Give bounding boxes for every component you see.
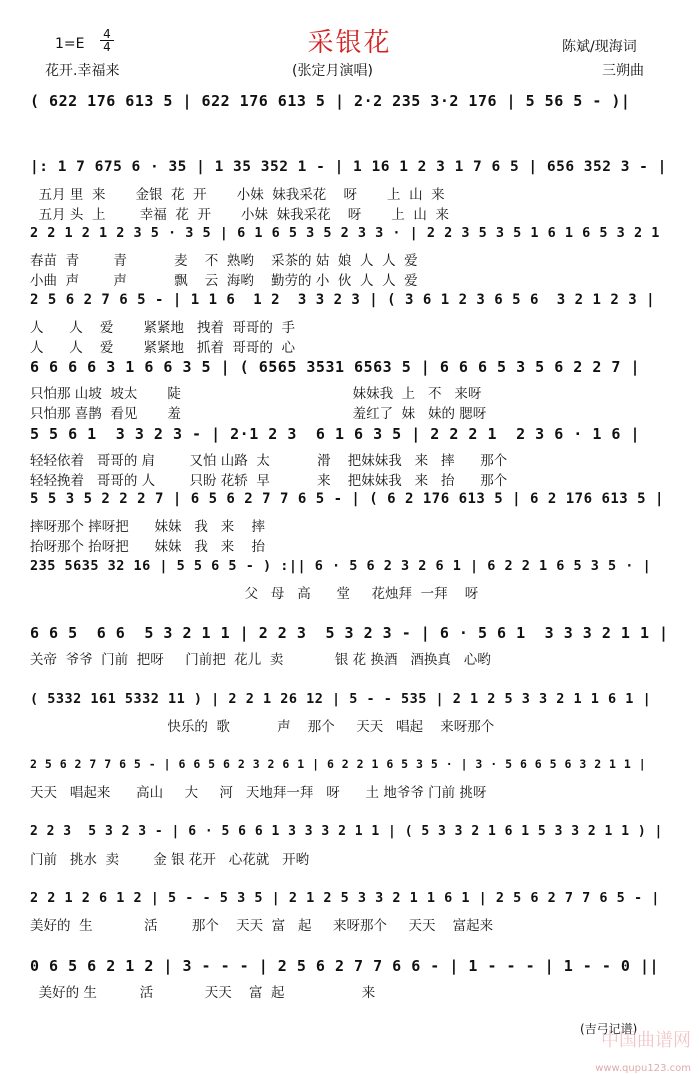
notation-line: 2 5 6 2 7 6 5 - | 1 1 6 1 2 3 3 2 3 | ( 3 6 1 2 3 6 5 6 3 2 1 2 3 | — [30, 291, 656, 308]
lyric-line-1: 只怕那 山坡 坡太 陡 妹妹我 上 不 来呀 — [30, 386, 482, 402]
lyric-line-2: 人 人 爱 紧紧地 抓着 哥哥的 心 — [30, 339, 295, 356]
notation-line: 0 6 5 6 2 1 2 | 3 - - - | 2 5 6 2 7 7 6 6 - | 1 - - - | 1 - - 0 || — [30, 956, 660, 975]
lyric-line-1: 美好的 生 活 天天 富 起 来 — [30, 984, 376, 1001]
notation-line: 6 6 6 6 3 1 6 6 3 5 | ( 6565 3531 6563 5 | 6 6 6 5 3 5 6 2 2 7 | — [30, 358, 640, 376]
lyric-line-1: 快乐的 歌 声 那个 天天 唱起 来呀那个 — [30, 718, 495, 735]
lyric-line-1: 轻轻依着 哥哥的 肩 又怕 山路 太 滑 把妹妹我 来 摔 那个 — [30, 452, 508, 469]
composer: 三朔曲 — [602, 63, 644, 79]
notation-line: 6 6 5 6 6 5 3 2 1 1 | 2 2 3 5 3 2 3 - | 6 · 5 6 1 3 3 3 2 1 1 | — [30, 624, 669, 642]
notation-line: 2 5 6 2 7 7 6 5 - | 6 6 5 6 2 3 2 6 1 | 6 2 2 1 6 5 3 5 · | 3 · 5 6 6 5 6 3 2 1 1 | — [30, 757, 647, 771]
lyric-line-1: 美好的 生 活 那个 天天 富 起 来呀那个 天天 富起来 — [30, 918, 494, 934]
lyric-line-1: 五月 里 来 金银 花 开 小妹 妹我采花 呀 上 山 来 — [30, 186, 445, 203]
lyric-line-2: 轻轻挽着 哥哥的 人 只盼 花轿 早 来 把妹妹我 来 抬 那个 — [30, 472, 508, 489]
lyric-line-1: 摔呀那个 摔呀把 妹妹 我 来 摔 — [30, 519, 265, 535]
notation-line: 5 5 3 5 2 2 2 7 | 6 5 6 2 7 7 6 5 - | ( 6 2 176 613 5 | 6 2 176 613 5 | — [30, 491, 664, 507]
song-title: 采银花 — [307, 28, 392, 58]
watermark-url: www.qupu123.com — [595, 1063, 691, 1074]
lyric-line-1: 关帝 爷爷 门前 把呀 门前把 花儿 卖 银 花 换酒 酒换真 心哟 — [30, 652, 491, 668]
key-signature: 1=E — [55, 36, 85, 52]
notation-line: 2 2 3 5 3 2 3 - | 6 · 5 6 6 1 3 3 3 2 1 1 | ( 5 3 3 2 1 6 1 5 3 3 2 1 1 ) | — [30, 823, 663, 839]
notation-line: 235 5635 32 16 | 5 5 6 5 - ) :|| 6 · 5 6 2 3 2 6 1 | 6 2 2 1 6 5 3 5 · | — [30, 557, 652, 574]
lyric-line-2: 抬呀那个 抬呀把 妹妹 我 来 抬 — [30, 539, 265, 555]
notation-line: ( 622 176 613 5 | 622 176 613 5 | 2·2 235 3·2 176 | 5 56 5 - )| — [30, 92, 631, 110]
watermark-logo: 中国曲谱网 — [601, 1030, 691, 1051]
lyric-line-1: 父 母 高 堂 花烛拜 一拜 呀 — [30, 585, 479, 602]
notation-line: |: 1 7 675 6 · 35 | 1 35 352 1 - | 1 16 1 2 3 1 7 6 5 | 656 352 3 - | — [30, 158, 667, 175]
lyric-line-1: 人 人 爱 紧紧地 拽着 哥哥的 手 — [30, 319, 295, 336]
performer: (张定月演唱) — [292, 63, 373, 79]
lyric-line-1: 天天 唱起来 高山 大 河 天地拜一拜 呀 土 地爷爷 门前 挑呀 — [30, 785, 487, 801]
lyricist: 陈斌/现海词 — [562, 39, 637, 55]
lyric-line-2: 小曲 声 声 飘 云 海哟 勤劳的 小 伙 人 人 爱 — [30, 273, 418, 289]
time-signature-bottom: 4 — [103, 40, 111, 54]
transcriber-credit: (吉弓记谱) — [580, 1022, 638, 1036]
notation-line: 2 2 1 2 6 1 2 | 5 - - 5 3 5 | 2 1 2 5 3 3 2 1 1 6 1 | 2 5 6 2 7 7 6 5 - | — [30, 890, 660, 906]
lyric-line-1: 门前 挑水 卖 金 银 花开 心花就 开哟 — [30, 851, 310, 868]
lyric-line-2: 只怕那 喜鹊 看见 羞 羞红了 妹 妹的 腮呀 — [30, 406, 487, 422]
lyric-line-1: 春苗 青 青 麦 不 熟哟 采茶的 姑 娘 人 人 爱 — [30, 253, 418, 269]
time-signature — [100, 28, 114, 53]
notation-line: 2 2 1 2 1 2 3 5 · 3 5 | 6 1 6 5 3 5 2 3 3 · | 2 2 3 5 3 5 1 6 1 6 5 3 2 1 — [30, 225, 660, 241]
notation-line: 5 5 6 1 3 3 2 3 - | 2·1 2 3 6 1 6 3 5 | 2 2 2 1 2 3 6 · 1 6 | — [30, 424, 640, 443]
time-signature-top: 4 — [100, 28, 114, 41]
notation-line: ( 5332 161 5332 11 ) | 2 2 1 26 12 | 5 - - 535 | 2 1 2 5 3 3 2 1 1 6 1 | — [30, 690, 652, 707]
lyric-line-2: 五月 头 上 幸福 花 开 小妹 妹我采花 呀 上 山 来 — [30, 206, 449, 223]
subtitle: 花开.幸福来 — [45, 63, 120, 79]
